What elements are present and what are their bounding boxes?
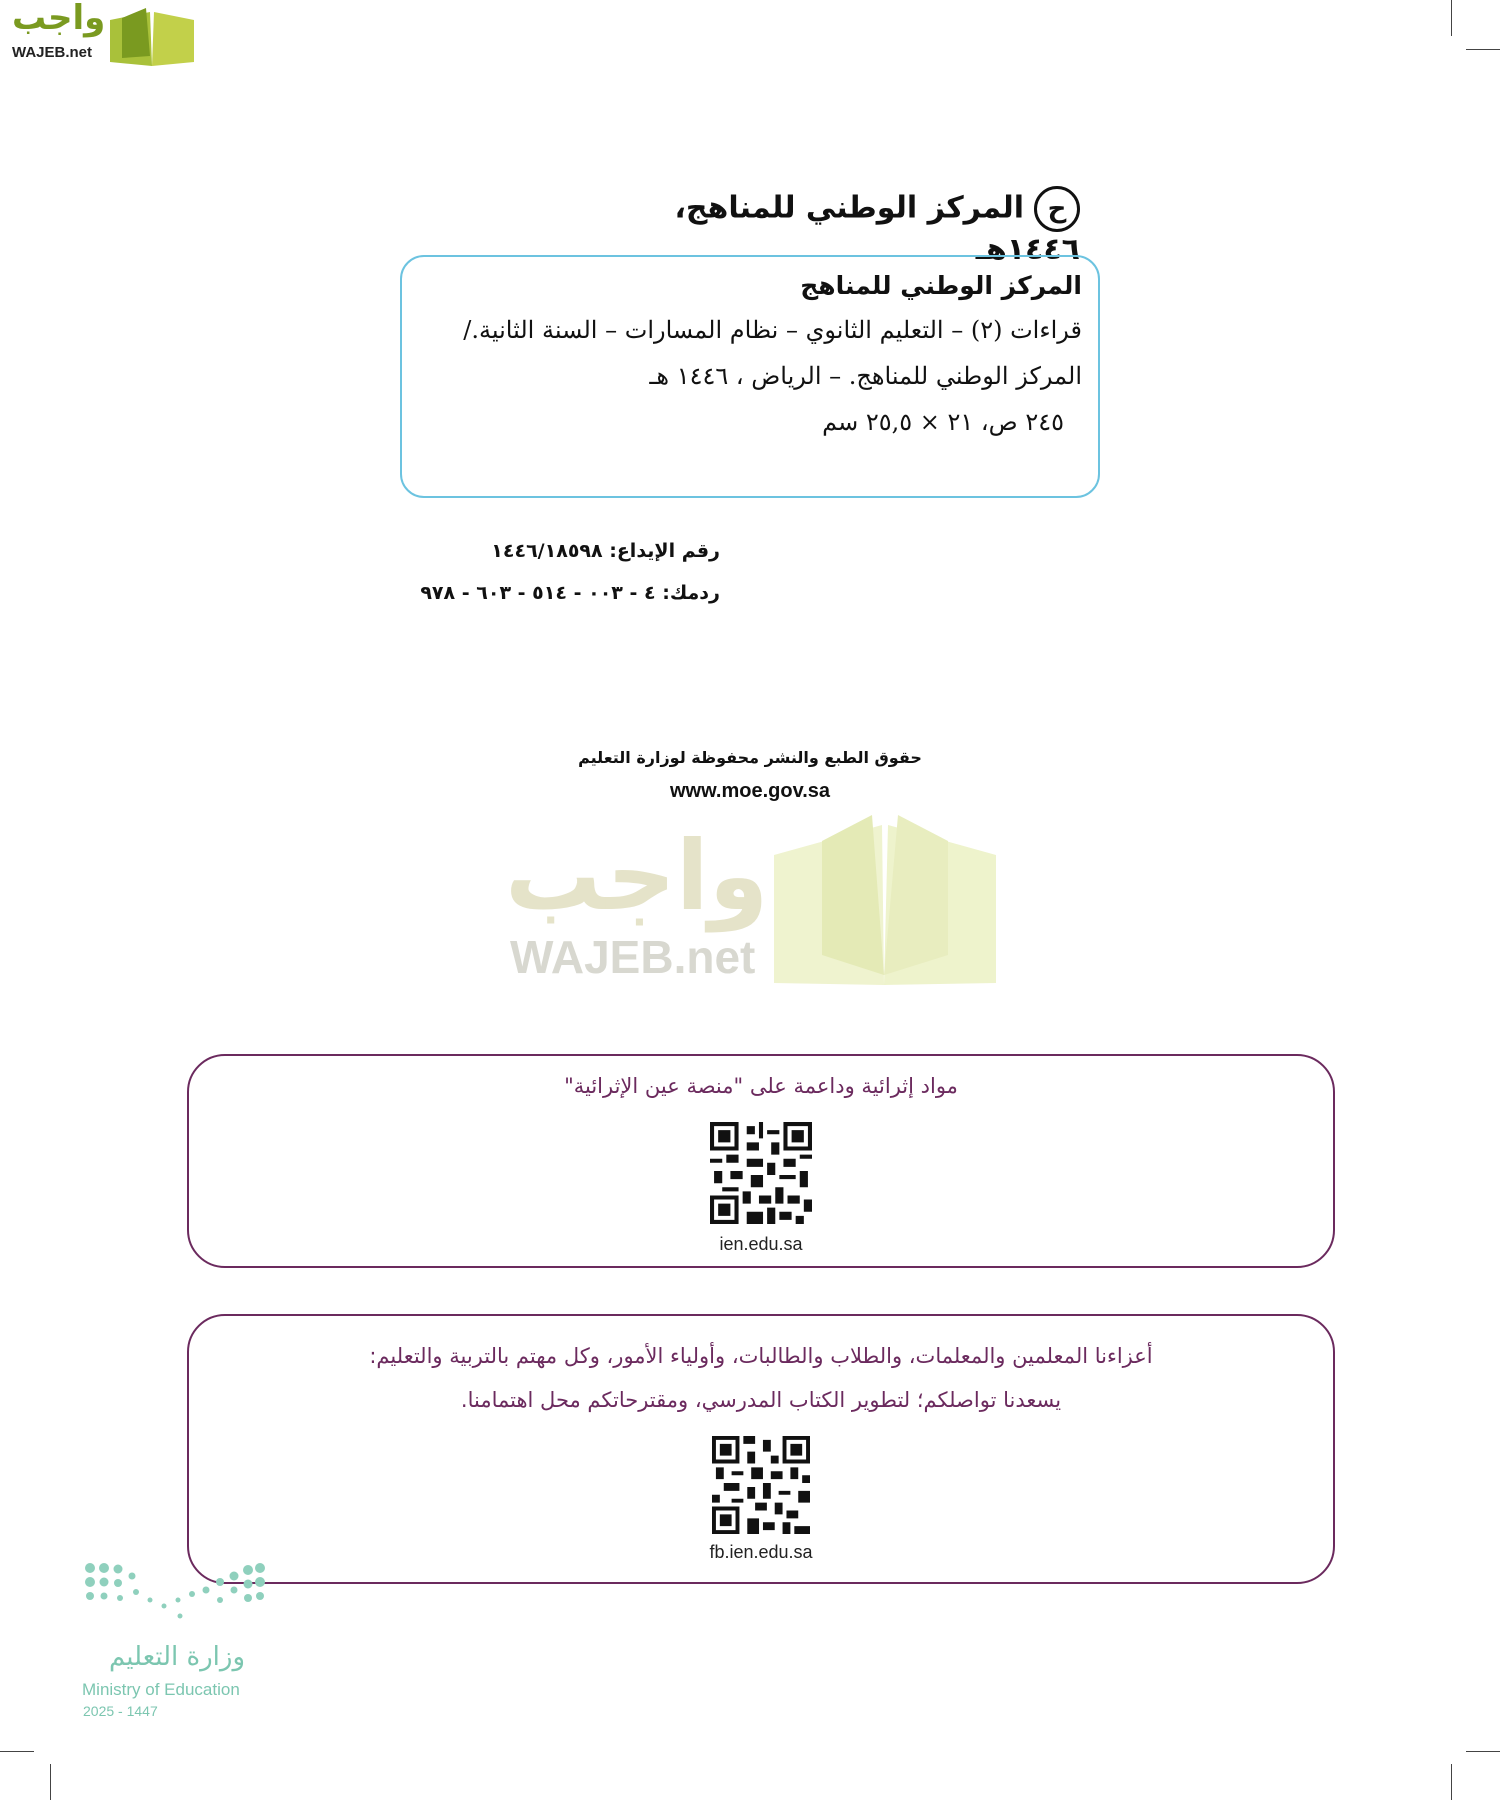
- book-icon: [106, 6, 198, 68]
- deposit-number: [380, 540, 720, 562]
- ien-url[interactable]: ien.edu.sa: [719, 1234, 803, 1254]
- qr-code-ien[interactable]: [710, 1122, 812, 1224]
- watermark-latin: WAJEB.net: [510, 931, 756, 983]
- deposit-label: رقم الإيداع:: [609, 540, 720, 562]
- cip-line: قراءات (٢) – التعليم الثانوي – نظام المسارات – السنة الثانية./: [463, 316, 1082, 344]
- ien-text: مواد إثرائية وداعمة على "منصة عين الإثرائية": [564, 1074, 958, 1098]
- feedback-url[interactable]: fb.ien.edu.sa: [709, 1542, 813, 1562]
- cip-heading: المركز الوطني للمناهج: [800, 271, 1082, 300]
- ministry-english: Ministry of Education: [82, 1680, 240, 1699]
- ministry-years: 2025 - 1447: [83, 1703, 158, 1719]
- ministry-dots-icon: [80, 1560, 266, 1626]
- cip-line: ٢٤٥ ص، ٢١ × ٢٥,٥ سم: [822, 408, 1064, 436]
- feedback-line1: أعزاءنا المعلمين والمعلمات، والطلاب والطالبات، وأولياء الأمور، وكل مهتم بالتربية والتعليم:: [369, 1344, 1153, 1368]
- isbn-label: ردمك:: [662, 582, 720, 604]
- title-text: المركز الوطني للمناهج، ١٤٤٦هـ: [674, 190, 1080, 267]
- ien-box: [187, 1054, 1335, 1268]
- logo-arabic: واجب: [12, 0, 106, 38]
- isbn-value: ٤ - ٠٠٣ - ٥١٤ - ٦٠٣ - ٩٧٨: [420, 582, 656, 604]
- cip-line: المركز الوطني للمناهج. – الرياض ، ١٤٤٦ هـ: [649, 362, 1082, 390]
- moe-link[interactable]: www.moe.gov.sa: [669, 780, 831, 802]
- deposit-value: ١٤٤٦/١٨٥٩٨: [491, 540, 603, 562]
- isbn: [380, 582, 720, 604]
- copyright-symbol: ح: [1034, 186, 1080, 232]
- cataloging-box: [400, 255, 1100, 498]
- wajeb-logo[interactable]: [10, 0, 190, 68]
- rights-notice: حقوق الطبع والنشر محفوظة لوزارة التعليم: [578, 748, 922, 767]
- watermark-arabic: واجب: [505, 820, 769, 932]
- ministry-logo: [80, 1560, 270, 1730]
- logo-latin: WAJEB.net: [12, 44, 93, 61]
- feedback-line2: يسعدنا تواصلكم؛ لتطوير الكتاب المدرسي، ومقترحاتكم محل اهتمامنا.: [460, 1388, 1062, 1412]
- watermark-book-icon: [772, 815, 998, 985]
- feedback-box: [187, 1314, 1335, 1584]
- ministry-arabic: وزارة التعليم: [108, 1642, 246, 1672]
- qr-code-feedback[interactable]: [712, 1436, 810, 1534]
